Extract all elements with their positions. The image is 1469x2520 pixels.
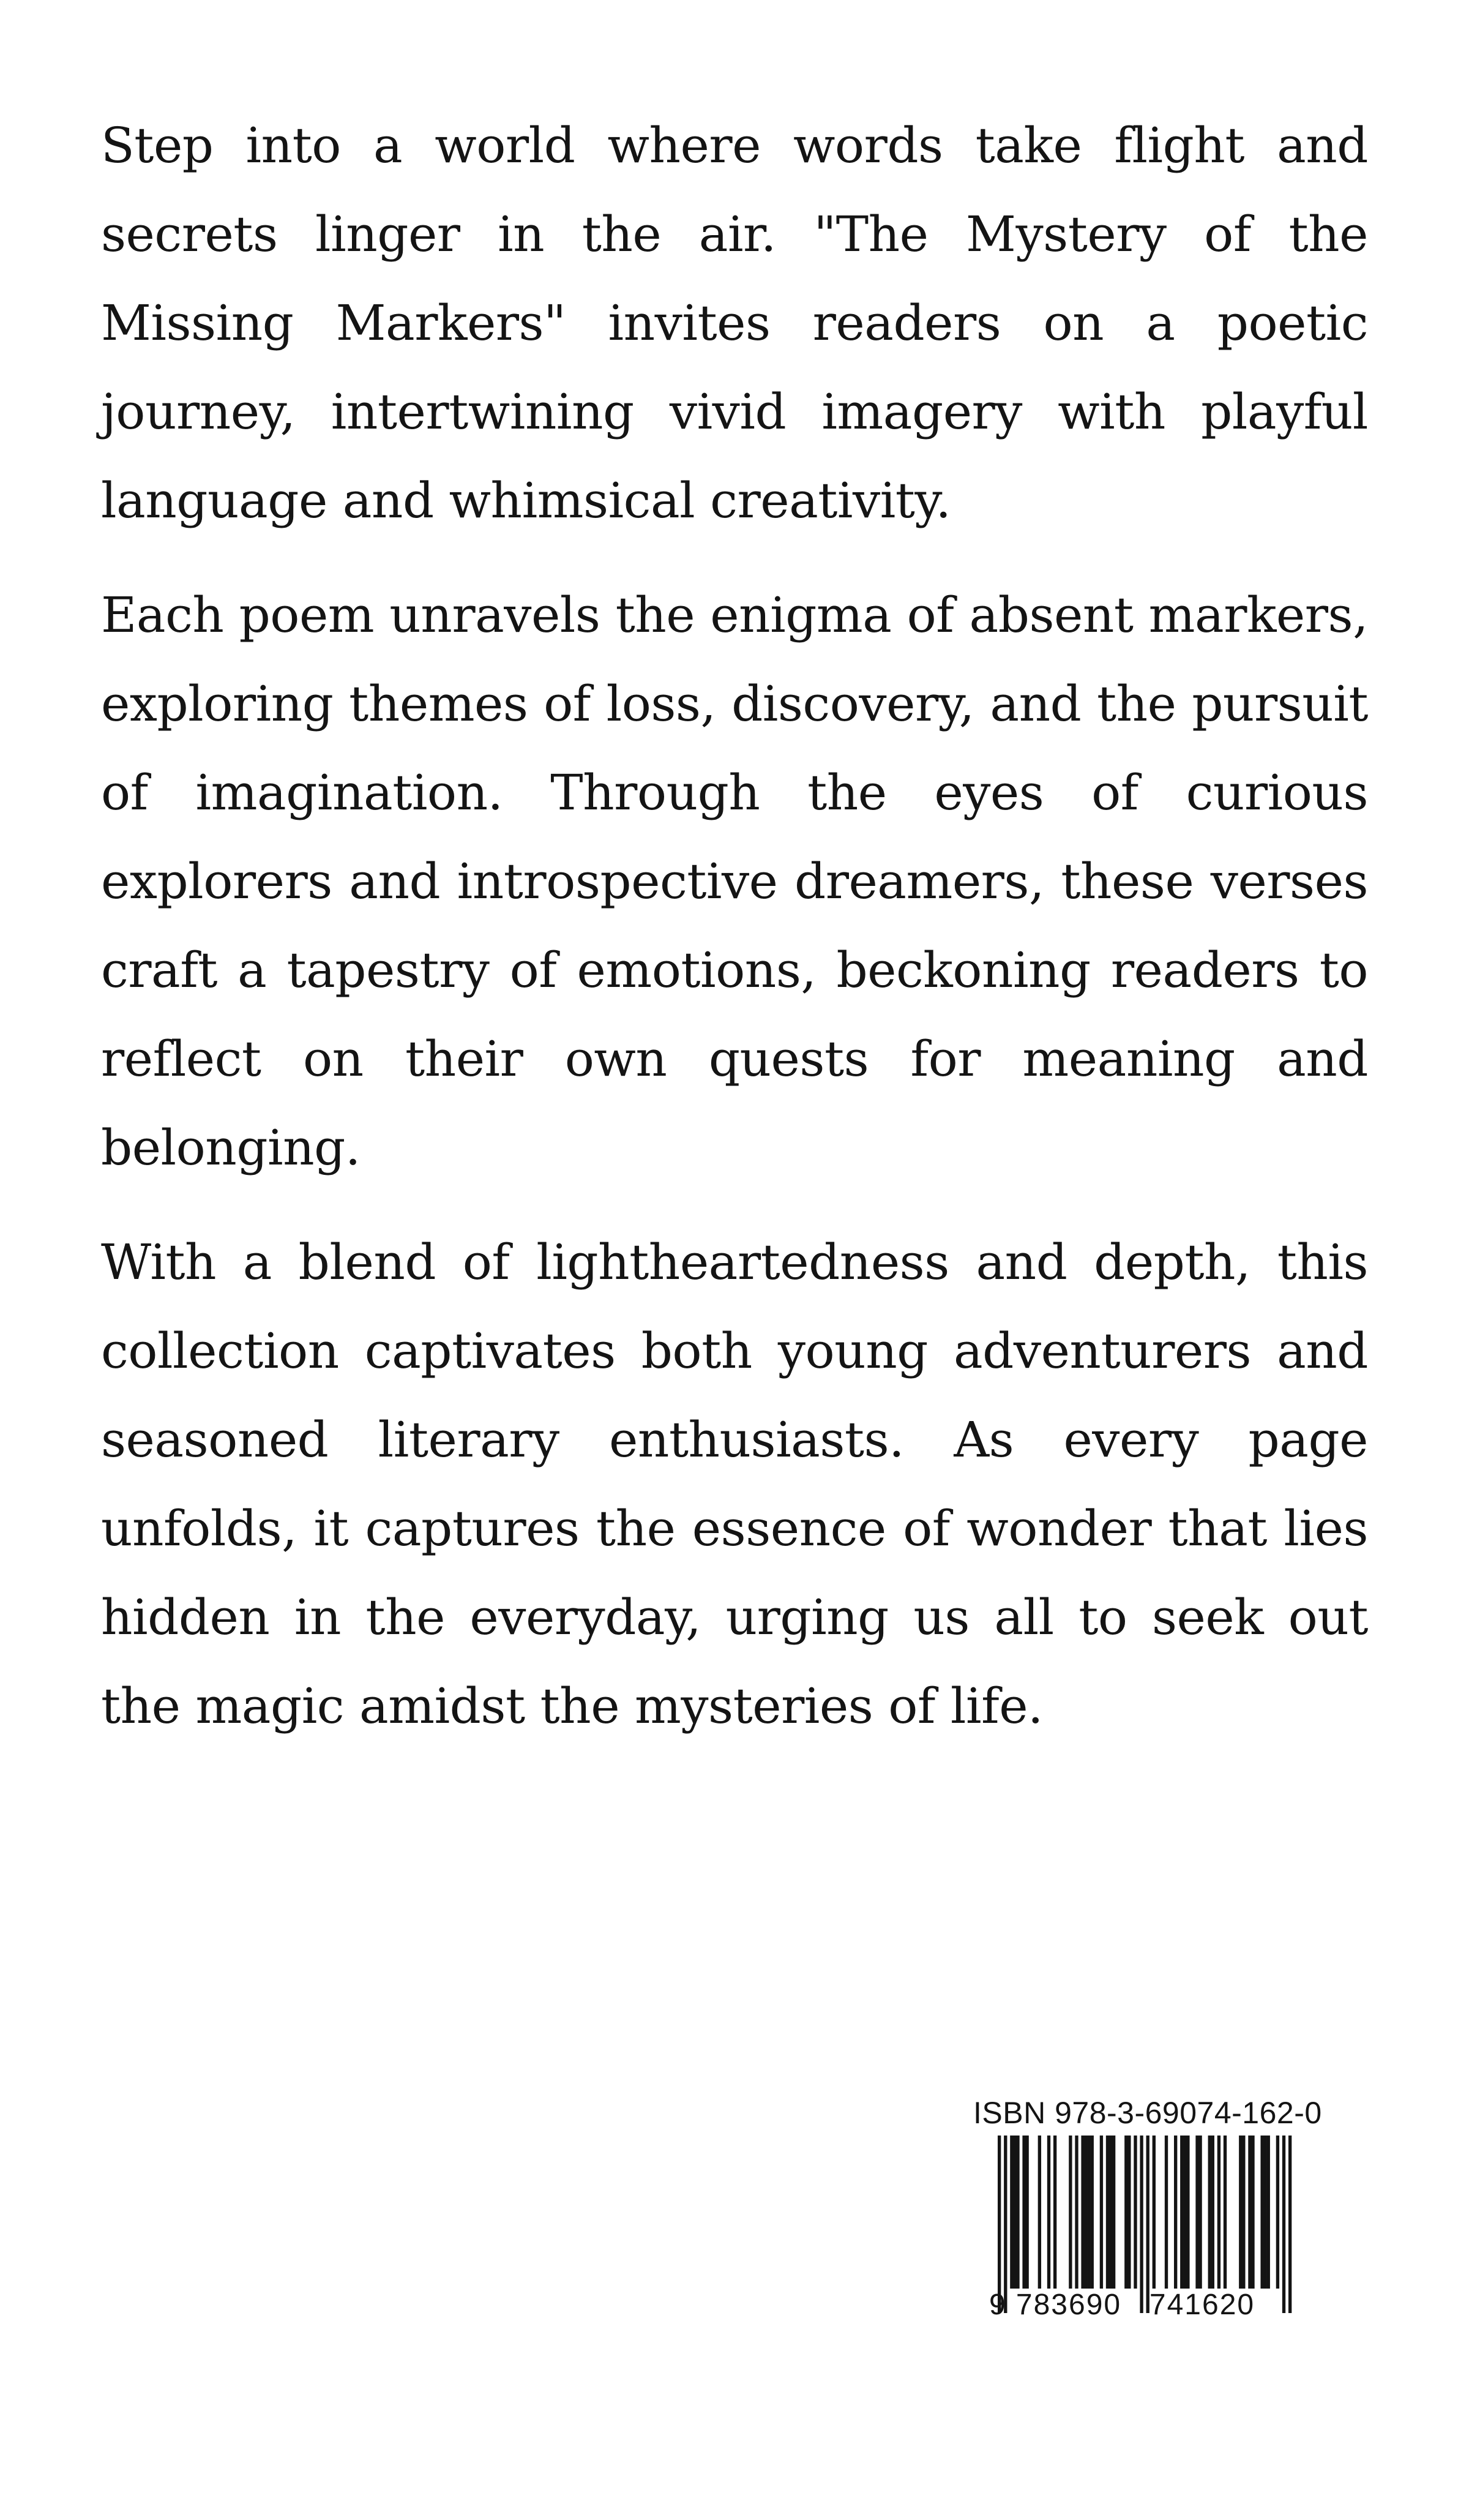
- barcode-bar: [1198, 2136, 1202, 2289]
- barcode-bar: [1088, 2136, 1091, 2289]
- barcode-bar: [1084, 2136, 1087, 2289]
- barcode-bar: [1174, 2136, 1177, 2289]
- barcode-bar: [1100, 2136, 1103, 2289]
- barcode-bar: [1248, 2136, 1251, 2289]
- barcode-bar: [1010, 2136, 1013, 2289]
- barcode-bar: [1208, 2136, 1211, 2289]
- barcode-digits-left-group: 783690: [1015, 2289, 1122, 2321]
- barcode-graphic: [989, 2136, 1291, 2321]
- barcode: [989, 2136, 1291, 2321]
- barcode-bar: [1153, 2136, 1156, 2289]
- barcode-bar: [1260, 2136, 1263, 2289]
- isbn-label: ISBN 978-3-69074-162-0: [973, 2096, 1322, 2130]
- barcode-bar: [1112, 2136, 1115, 2289]
- barcode-bar: [1047, 2136, 1050, 2289]
- barcode-bar: [1091, 2136, 1094, 2289]
- barcode-bar: [1038, 2136, 1041, 2289]
- back-cover-blurb: [101, 101, 1368, 1776]
- barcode-bar: [1239, 2136, 1242, 2289]
- barcode-bar: [1165, 2136, 1168, 2289]
- barcode-bar: [1146, 2136, 1149, 2313]
- barcode-bar: [1186, 2136, 1189, 2289]
- barcode-bar: [1183, 2136, 1186, 2289]
- barcode-bar: [1025, 2136, 1028, 2289]
- barcode-bar: [1134, 2136, 1137, 2289]
- barcode-bar: [1140, 2136, 1143, 2313]
- barcode-bar: [1069, 2136, 1072, 2289]
- barcode-bar: [1217, 2136, 1220, 2289]
- blurb-paragraph-3: With a blend of lightheartedness and depth, this collection captivates both young adventurers and seasoned literary enthusiasts. As every page unfolds, it captures the essence of wonder that lies hidden in the everyday, urging us all to seek out the magic amidst the mysteries of life.: [101, 1234, 1368, 1734]
- barcode-bar: [1013, 2136, 1016, 2289]
- barcode-bar: [1267, 2136, 1270, 2289]
- barcode-bar: [1016, 2136, 1019, 2289]
- barcode-bar: [1075, 2136, 1078, 2289]
- barcode-bar: [1106, 2136, 1109, 2289]
- barcode-bar: [1264, 2136, 1267, 2289]
- barcode-bar: [1282, 2136, 1285, 2313]
- barcode-bar: [1180, 2136, 1183, 2289]
- isbn-barcode-block: [973, 2094, 1322, 2323]
- barcode-bar: [1109, 2136, 1112, 2289]
- blurb-paragraph-2: Each poem unravels the enigma of absent markers, exploring themes of loss, discovery, and the pursuit of imagination. Through the eyes of curious explorers and introspective dreamers, these verses craft a tapestry of emotions, beckoning readers to reflect on their own quests for meaning and belonging.: [101, 587, 1368, 1176]
- barcode-bar: [1004, 2136, 1007, 2313]
- barcode-first-digit: 9: [989, 2289, 1006, 2321]
- barcode-bar: [1127, 2136, 1131, 2289]
- barcode-bar: [1022, 2136, 1025, 2289]
- barcode-digits-right-group: 741620: [1149, 2289, 1255, 2321]
- barcode-bar: [1053, 2136, 1056, 2289]
- barcode-bar: [1288, 2136, 1291, 2313]
- barcode-bar: [1124, 2136, 1127, 2289]
- barcode-bar: [1195, 2136, 1198, 2289]
- barcode-bar: [998, 2136, 1001, 2313]
- blurb-paragraph-1: Step into a world where words take flight and secrets linger in the air. "The Mystery of the Missing Markers" invites readers on a poetic journey, intertwining vivid imagery with playful language and whimsical creativity.: [101, 117, 1368, 529]
- barcode-bars: [998, 2136, 1291, 2313]
- barcode-bar: [1242, 2136, 1245, 2289]
- barcode-bar: [1276, 2136, 1279, 2289]
- barcode-bar: [1211, 2136, 1214, 2289]
- barcode-bar: [1224, 2136, 1227, 2289]
- barcode-bar: [1081, 2136, 1084, 2289]
- barcode-bar: [1251, 2136, 1254, 2289]
